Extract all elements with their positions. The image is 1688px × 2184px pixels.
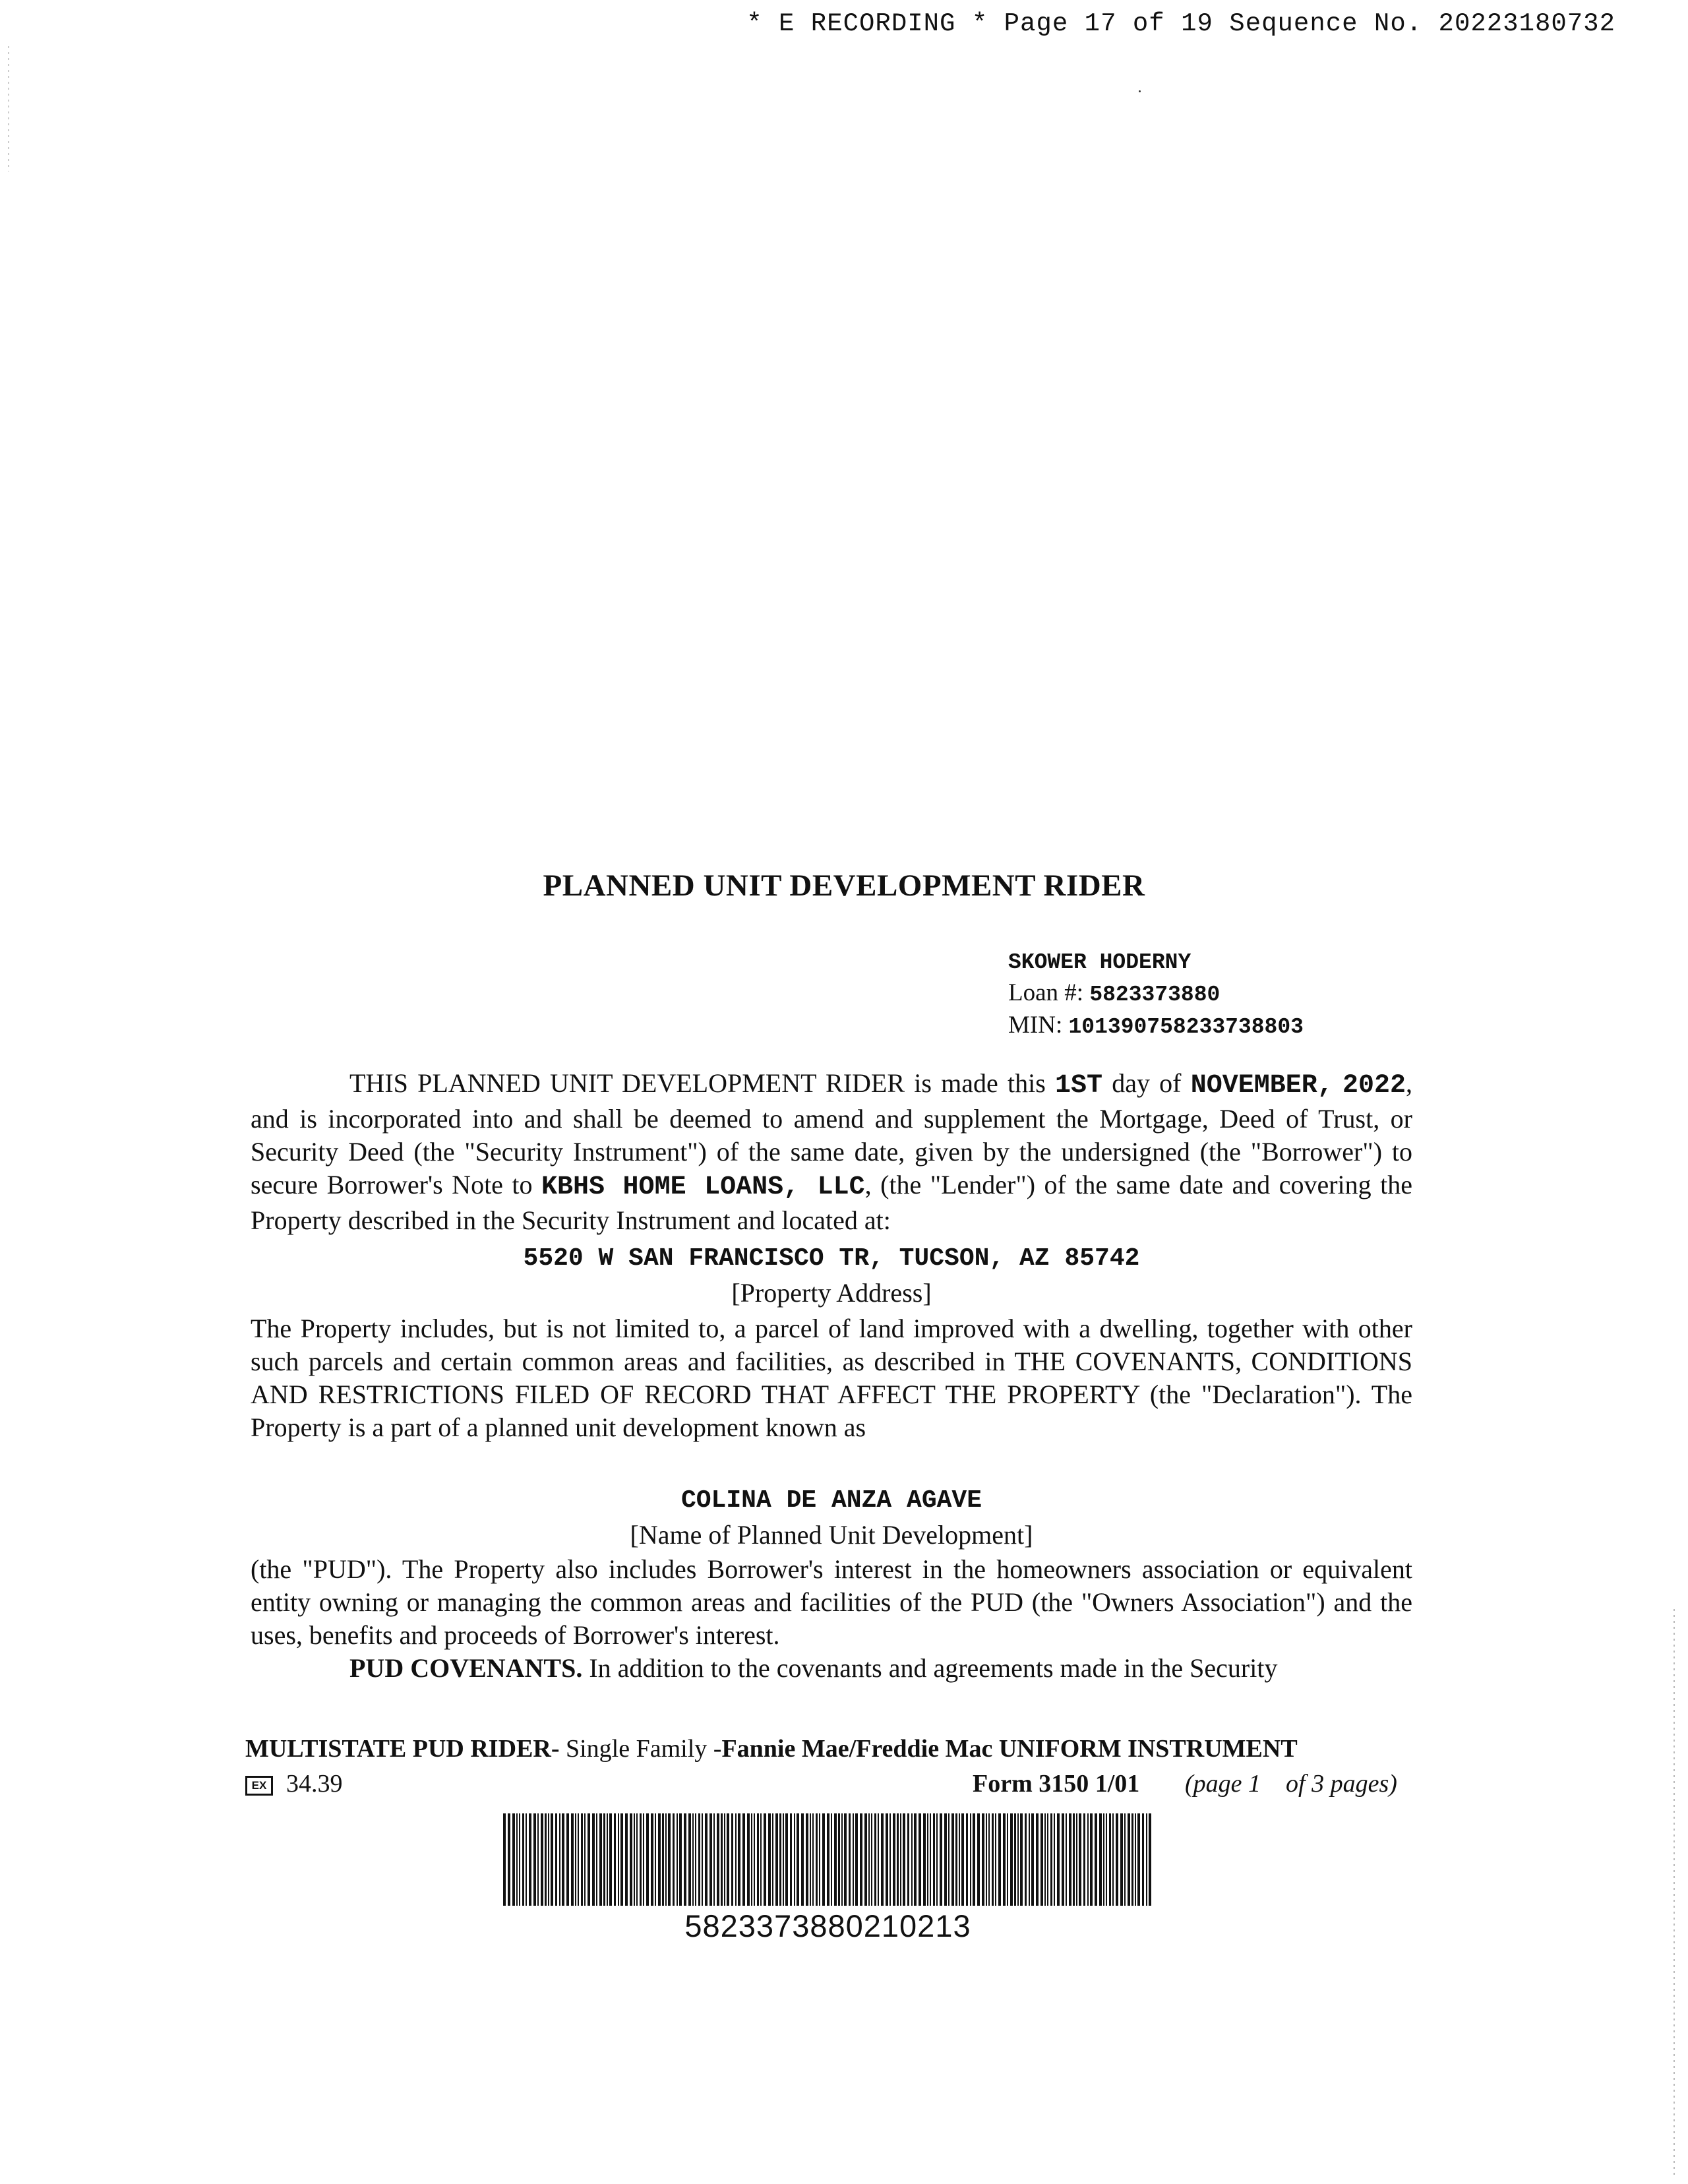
barcode-bar (982, 1813, 984, 1906)
barcode-bar (819, 1813, 820, 1906)
barcode-bar (679, 1813, 682, 1906)
barcode-bar (785, 1813, 788, 1906)
loan-label: Loan #: (1008, 979, 1090, 1006)
scan-edge-left (8, 46, 9, 171)
barcode-bar (914, 1813, 917, 1906)
intro-text-1: THIS PLANNED UNIT DEVELOPMENT RIDER is made this (349, 1068, 1055, 1098)
barcode-bar (1079, 1813, 1081, 1906)
barcode-bar (545, 1813, 547, 1906)
barcode-bar (571, 1813, 574, 1906)
barcode-bar (519, 1813, 520, 1906)
barcode-bar (1036, 1813, 1039, 1906)
barcode-bar (541, 1813, 543, 1906)
barcode-bar (827, 1813, 829, 1906)
barcode-bar (889, 1813, 891, 1906)
barcode-bar (1066, 1813, 1067, 1906)
barcode-bar (559, 1813, 560, 1906)
barcode-bar (940, 1813, 942, 1906)
barcode-bar (724, 1813, 725, 1906)
barcode-bar (529, 1813, 531, 1906)
pud-covenants-heading: PUD COVENANTS. (349, 1653, 583, 1683)
barcode-bar (1044, 1813, 1046, 1906)
barcode-bar (526, 1813, 527, 1906)
barcode-bar (760, 1813, 762, 1906)
barcode-bar (992, 1813, 994, 1906)
barcode-bar (646, 1813, 649, 1906)
barcode-bar (1149, 1813, 1151, 1906)
barcode-bar (878, 1813, 879, 1906)
property-address: 5520 W SAN FRANCISCO TR, TUCSON, AZ 85742 (523, 1244, 1140, 1273)
barcode-bar (881, 1813, 884, 1906)
barcode-bar (812, 1813, 814, 1906)
barcode-bar (596, 1813, 597, 1906)
barcode-bar (816, 1813, 818, 1906)
barcode-bar (897, 1813, 899, 1906)
barcode-bar (1014, 1813, 1016, 1906)
min-label: MIN: (1008, 1012, 1069, 1039)
barcode-bar (599, 1813, 602, 1906)
barcode-bar (516, 1813, 518, 1906)
barcode-bar (1135, 1813, 1136, 1906)
scan-edge-right (1673, 1609, 1675, 2176)
barcode-bar (911, 1813, 913, 1906)
barcode-bar (1050, 1813, 1052, 1906)
barcode-bar (951, 1813, 954, 1906)
barcode-bar (1116, 1813, 1118, 1906)
barcode-bar (955, 1813, 957, 1906)
barcode-bar (620, 1813, 623, 1906)
document-title: PLANNED UNIT DEVELOPMENT RIDER (543, 868, 1145, 903)
barcode-bar (1083, 1813, 1085, 1906)
form-title-part-2: Single Family - (559, 1735, 722, 1763)
barcode-bar (1099, 1813, 1102, 1906)
barcode-bar (1128, 1813, 1130, 1906)
form-title-part-3: Fannie Mae/Freddie Mac UNIFORM INSTRUMENT (721, 1735, 1298, 1763)
barcode-bar (738, 1813, 740, 1906)
barcode-bar (834, 1813, 837, 1906)
property-description-paragraph: The Property includes, but is not limited to, a parcel of land improved with a dwelling, together with other such parcels and certain common areas and facilities, as described in THE COVENANTS, CONDITIONS AND RESTRICTIONS FILED OF RECORD THAT AFFECT THE PROPERTY (the "Declaration"). The Property is a part of a planned unit development known as (251, 1314, 1412, 1442)
barcode-bar (779, 1813, 781, 1906)
barcode-bar (1124, 1813, 1126, 1906)
scan-speck (1139, 90, 1141, 92)
barcode-bar (959, 1813, 960, 1906)
barcode-bar (810, 1813, 811, 1906)
barcode-bar (684, 1813, 686, 1906)
barcode-bar (698, 1813, 700, 1906)
barcode-bar (907, 1813, 909, 1906)
barcode (503, 1813, 1153, 1906)
barcode-bar (986, 1813, 987, 1906)
barcode-bar (1025, 1813, 1027, 1906)
barcode-bar (731, 1813, 733, 1906)
barcode-bar (533, 1813, 536, 1906)
form-code-line (245, 1769, 343, 1798)
barcode-bar (1040, 1813, 1043, 1906)
barcode-bar (961, 1813, 964, 1906)
pud-name: COLINA DE ANZA AGAVE (680, 1486, 982, 1515)
barcode-bar (933, 1813, 935, 1906)
barcode-bar (640, 1813, 642, 1906)
recording-header: * E RECORDING * Page 17 of 19 Sequence No. 20223180732 (746, 9, 1615, 38)
barcode-bar (1146, 1813, 1147, 1906)
property-address-label: [Property Address] (731, 1278, 932, 1308)
barcode-bar (1073, 1813, 1075, 1906)
barcode-bar (893, 1813, 895, 1906)
pud-covenants-paragraph (251, 1652, 1412, 1685)
barcode-bar (1120, 1813, 1123, 1906)
barcode-bar (555, 1813, 557, 1906)
barcode-bar (855, 1813, 858, 1906)
barcode-bar (551, 1813, 553, 1906)
form-title (245, 1734, 1298, 1763)
ex-code: 34.39 (286, 1770, 343, 1798)
barcode-bar (790, 1813, 792, 1906)
barcode-bar (794, 1813, 795, 1906)
barcode-bar (1057, 1813, 1060, 1906)
barcode-bar (603, 1813, 605, 1906)
barcode-bar (588, 1813, 590, 1906)
barcode-bar (936, 1813, 938, 1906)
barcode-bar (797, 1813, 799, 1906)
barcode-bar (575, 1813, 576, 1906)
barcode-bar (775, 1813, 778, 1906)
barcode-bar (1095, 1813, 1097, 1906)
barcode-bar (651, 1813, 653, 1906)
barcode-bar (581, 1813, 583, 1906)
barcode-bar (705, 1813, 708, 1906)
barcode-bar (751, 1813, 752, 1906)
barcode-bar (727, 1813, 729, 1906)
barcode-bar (1106, 1813, 1107, 1906)
barcode-bar (1131, 1813, 1133, 1906)
barcode-bar (970, 1813, 971, 1906)
barcode-bar (768, 1813, 771, 1906)
barcode-bar (844, 1813, 847, 1906)
barcode-bar (692, 1813, 694, 1906)
barcode-bar (1054, 1813, 1055, 1906)
barcode-bar (973, 1813, 975, 1906)
barcode-bar (717, 1813, 719, 1906)
barcode-bar (1076, 1813, 1077, 1906)
barcode-bar (665, 1813, 667, 1906)
barcode-bar (1047, 1813, 1048, 1906)
barcode-bar (930, 1813, 931, 1906)
barcode-bar (735, 1813, 737, 1906)
barcode-bar (609, 1813, 612, 1906)
barcode-bar (630, 1813, 632, 1906)
lender-name: KBHS HOME LOANS, LLC (541, 1172, 865, 1202)
loan-number-line (1008, 978, 1304, 1010)
barcode-bar (578, 1813, 579, 1906)
barcode-bar (742, 1813, 745, 1906)
barcode-bar (764, 1813, 766, 1906)
barcode-bar (995, 1813, 996, 1906)
barcode-bar (643, 1813, 644, 1906)
barcode-bar (874, 1813, 876, 1906)
barcode-bar (688, 1813, 691, 1906)
barcode-bar (1017, 1813, 1019, 1906)
barcode-bar (772, 1813, 773, 1906)
barcode-bar (903, 1813, 905, 1906)
barcode-bar (508, 1813, 510, 1906)
barcode-bar (1010, 1813, 1013, 1906)
rider-day: 1ST (1054, 1071, 1102, 1101)
barcode-bar (864, 1813, 867, 1906)
barcode-bar (1103, 1813, 1104, 1906)
barcode-bar (607, 1813, 608, 1906)
barcode-bar (537, 1813, 539, 1906)
barcode-bar (522, 1813, 524, 1906)
barcode-bar (1087, 1813, 1089, 1906)
barcode-bar (1003, 1813, 1006, 1906)
barcode-bar (998, 1813, 1001, 1906)
rider-month: NOVEMBER, (1190, 1071, 1333, 1101)
barcode-bar (988, 1813, 990, 1906)
barcode-bar (886, 1813, 888, 1906)
barcode-bar (966, 1813, 968, 1906)
borrower-name: SKOWER HODERNY (1008, 950, 1191, 975)
min-number: 101390758233738803 (1068, 1015, 1304, 1039)
barcode-bar (849, 1813, 851, 1906)
barcode-bar (977, 1813, 980, 1906)
barcode-bar (831, 1813, 832, 1906)
barcode-bar (548, 1813, 549, 1906)
barcode-bar (713, 1813, 715, 1906)
barcode-bar (927, 1813, 928, 1906)
barcode-bar (655, 1813, 656, 1906)
barcode-bar (695, 1813, 696, 1906)
barcode-bar (783, 1813, 784, 1906)
barcode-bar (636, 1813, 638, 1906)
intro-text-4: , and is incorporated into and shall be deemed to amend and supplement the Mortgage, Deed of Trust, or Security Deed (the "Security Instrument") of the same date, given by the undersigned (the "Borrower") to secure Borrower's Note to (251, 1068, 1413, 1199)
barcode-bar (1007, 1813, 1008, 1906)
form-number: Form 3150 1/01 (973, 1770, 1140, 1798)
barcode-bar (673, 1813, 675, 1906)
barcode-bar (948, 1813, 950, 1906)
ex-icon: EX (245, 1776, 273, 1796)
barcode-bar (584, 1813, 586, 1906)
loan-number: 5823373880 (1089, 983, 1221, 1007)
pud-paragraph: (the "PUD"). The Property also includes Borrower's interest in the homeowners association or equivalent entity owning or managing the common areas and facilities of the PUD (the "Owners Association") and the uses, benefits and proceeds of Borrower's interest. (251, 1554, 1412, 1650)
barcode-bar (702, 1813, 703, 1906)
form-title-part-1: MULTISTATE PUD RIDER- (245, 1735, 560, 1763)
barcode-bar (801, 1813, 804, 1906)
intro-paragraph (251, 1067, 1412, 1237)
intro-text-2: day of (1102, 1068, 1191, 1098)
pud-name-label: [Name of Planned Unit Development] (630, 1520, 1033, 1550)
barcode-bar (841, 1813, 843, 1906)
barcode-bar (512, 1813, 515, 1906)
barcode-bar (1020, 1813, 1023, 1906)
barcode-bar (592, 1813, 595, 1906)
barcode-bar (614, 1813, 616, 1906)
min-line (1008, 1010, 1304, 1043)
barcode-bar (1142, 1813, 1144, 1906)
barcode-bar (1069, 1813, 1071, 1906)
barcode-bar (747, 1813, 750, 1906)
barcode-bar (566, 1813, 569, 1906)
barcode-bar (1062, 1813, 1064, 1906)
barcode-bar (1090, 1813, 1093, 1906)
barcode-bar (806, 1813, 808, 1906)
barcode-bar (662, 1813, 664, 1906)
barcode-number: 5823373880210213 (684, 1908, 971, 1943)
rider-year: 2022 (1342, 1071, 1406, 1101)
barcode-bar (668, 1813, 671, 1906)
barcode-bar (1109, 1813, 1111, 1906)
barcode-bar (871, 1813, 872, 1906)
barcode-bar (923, 1813, 926, 1906)
barcode-bar (838, 1813, 840, 1906)
barcode-bar (677, 1813, 678, 1906)
barcode-bar (1112, 1813, 1114, 1906)
barcode-bar (618, 1813, 619, 1906)
barcode-bar (625, 1813, 628, 1906)
barcode-bar (853, 1813, 854, 1906)
barcode-bar (754, 1813, 755, 1906)
pud-covenants-text: In addition to the covenants and agreements made in the Security (582, 1653, 1278, 1683)
intro-text-5: , (the "Lender") of the same date and covering the Property described in the Security Instrument and located at: (251, 1170, 1413, 1235)
barcode-bar (1137, 1813, 1140, 1906)
barcode-bar (1029, 1813, 1030, 1906)
barcode-bar (658, 1813, 661, 1906)
barcode-bar (944, 1813, 947, 1906)
barcode-bar (721, 1813, 723, 1906)
intro-text-3 (1333, 1068, 1342, 1098)
barcode-bar (562, 1813, 564, 1906)
barcode-bar (503, 1813, 506, 1906)
barcode-bar (709, 1813, 712, 1906)
barcode-bar (757, 1813, 759, 1906)
loan-info-block (1008, 948, 1304, 1043)
page-indicator: (page 1 of 3 pages) (1185, 1770, 1397, 1798)
barcode-bar (634, 1813, 635, 1906)
barcode-bar (868, 1813, 870, 1906)
barcode-bar (860, 1813, 862, 1906)
barcode-bar (1031, 1813, 1034, 1906)
barcode-bar (919, 1813, 921, 1906)
barcode-bar (822, 1813, 825, 1906)
barcode-bar (900, 1813, 901, 1906)
